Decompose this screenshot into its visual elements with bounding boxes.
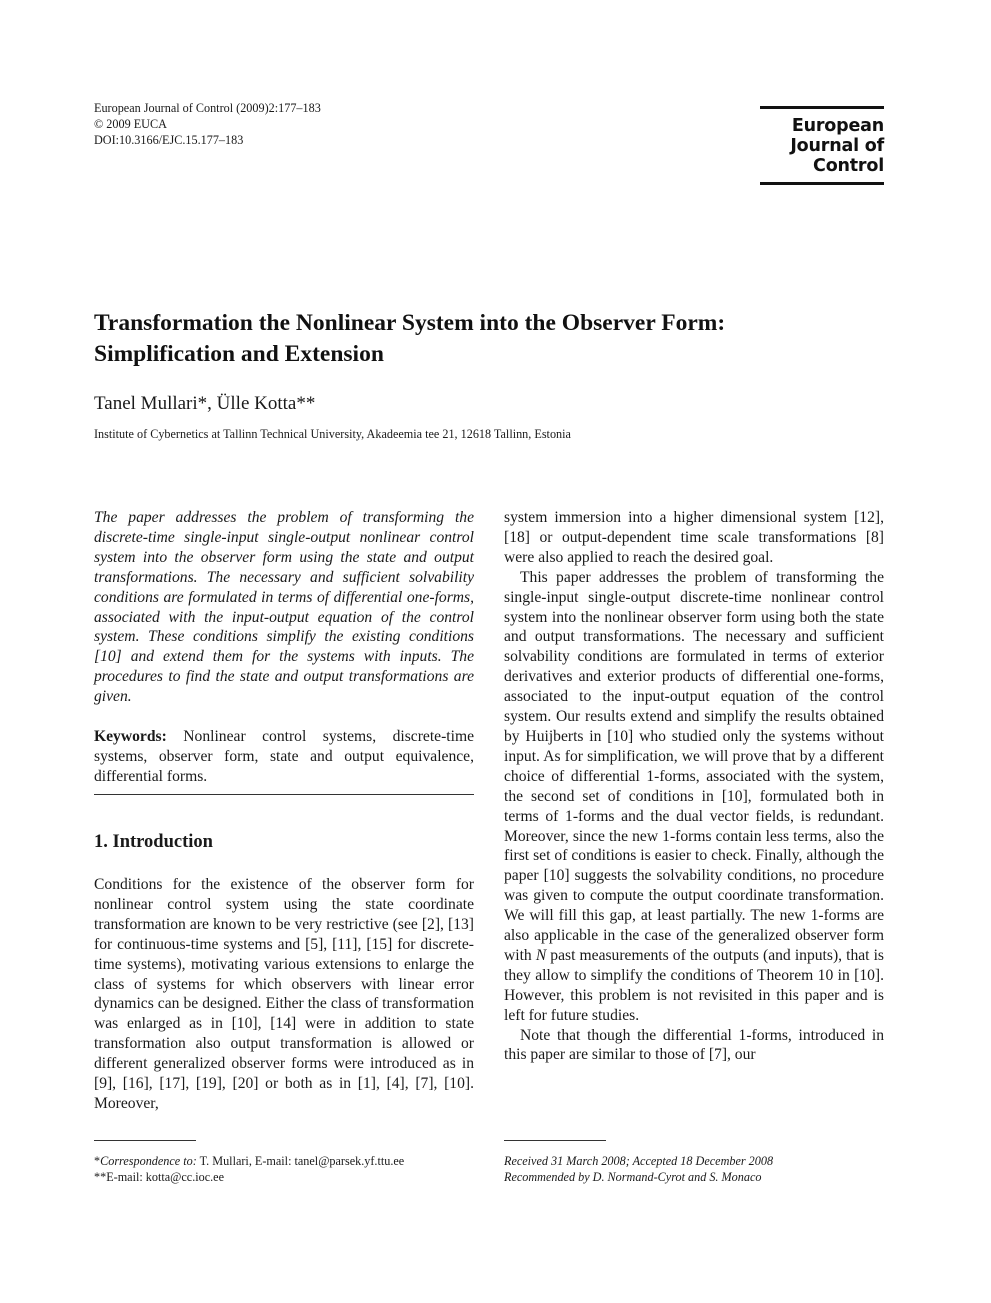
keywords-label: Keywords:: [94, 728, 167, 745]
right-column: [504, 508, 884, 1065]
logo-line-3: Control: [813, 156, 884, 176]
received-line: Received 31 March 2008; Accepted 18 December 2008: [504, 1154, 774, 1168]
abstract: The paper addresses the problem of transforming the discrete-time single-input single-output nonlinear control system into the observer form using the state and output transformations. The necessary and sufficient solvability conditions are formulated in terms of differential one-forms, associated with the input-output equation of the control system. These conditions simplify the existing conditions [10] and extend them for the systems with inputs. The procedures to find the state and output transformations are given.: [94, 509, 474, 706]
right-paragraph-1: system immersion into a higher dimensional system [12], [18] or output-dependent time scale transformations [8] were also applied to reach the desired goal.: [504, 509, 884, 566]
abstract-divider: [94, 794, 474, 795]
right-paragraph-3: Note that though the differential 1-forms, introduced in this paper are similar to those of [7], our: [504, 1026, 884, 1064]
recommended-line: Recommended by D. Normand-Cyrot and S. Monaco: [504, 1170, 762, 1184]
footnote-rule-left: [94, 1140, 196, 1141]
footnote-rule-right: [504, 1140, 606, 1141]
journal-logo: [760, 106, 884, 185]
affiliation: Institute of Cybernetics at Tallinn Technical University, Akadeemia tee 21, 12618 Tallinn, Estonia: [94, 427, 571, 441]
keywords-text: Nonlinear control systems, discrete-time systems, observer form, state and output equivalence, differential forms.: [94, 728, 474, 785]
title-line-2: Simplification and Extension: [94, 341, 384, 367]
footnotes: [94, 1153, 404, 1185]
footnote-correspondence: *Correspondence to: T. Mullari, E-mail: tanel@parsek.yf.ttu.ee: [94, 1154, 405, 1168]
n-variable: N: [535, 946, 547, 964]
footnote-correspondence-text: T. Mullari, E-mail: tanel@parsek.yf.ttu.ee: [196, 1154, 405, 1168]
footnote-correspondence-label: Correspondence to:: [100, 1154, 197, 1168]
right-paragraph-2-part-b: past measurements of the outputs (and inputs), that is they allow to simplify the conditions of Theorem 10 in [10]. However, this problem is not revisited in this paper and is left for future studies.: [504, 946, 884, 1024]
submission-info: [504, 1153, 773, 1185]
section-heading: 1. Introduction: [94, 832, 213, 852]
doi-line: DOI:10.3166/EJC.15.177–183: [94, 133, 244, 147]
authors: Tanel Mullari*, Ülle Kotta**: [94, 393, 316, 414]
right-paragraph-2-part-a: This paper addresses the problem of transforming the single-input single-output discrete-time nonlinear control system into the nonlinear observer form using both the state and output transformations. The necessary and sufficient solvability conditions are formulated in terms of exterior derivatives and exterior products of differential one-forms, associated to the input-output equation of the control system. Our results extend and simplify the results obtained by Huijberts in [10] who studied only the systems without input. As for simplification, we will prove that by a different choice of differential 1-forms, associated with the system, the second set of conditions in [10], formulated both in terms of 1-forms and the dual vector fields, is redundant. Moreover, since the new 1-forms contain less terms, also the first set of conditions is easier to check. Finally, although the paper [10] suggests the solvability conditions, no procedure was given to compute the output coordinate transformation. We will fill this gap, at least partially. The new 1-forms are also applicable in the case of the generalized observer form with: [504, 568, 884, 964]
intro-paragraph: Conditions for the existence of the observer form for nonlinear control system using the state coordinate transformation are known to be very restrictive (see [2], [13] for continuous-time systems and [5], [11], [15] for discrete-time systems), motivating various extensions to enlarge the class of systems for which observers with linear error dynamics can be designed. Either the class of transformation was enlarged as in [10], [14] were in addition to state transformation also output transformation is allowed or different generalized observer forms were introduced as in [9], [16], [17], [19], [20] or both as in [1], [4], [7], [10]. Moreover,: [94, 876, 474, 1112]
keywords: [94, 727, 474, 787]
paper-title: [94, 308, 854, 370]
footnote-email: **E-mail: kotta@cc.ioc.ee: [94, 1170, 224, 1184]
logo-line-1: European: [791, 116, 884, 136]
journal-header: [94, 100, 321, 148]
logo-line-2: Journal of: [790, 136, 884, 156]
copyright-line: © 2009 EUCA: [94, 117, 167, 131]
title-line-1: Transformation the Nonlinear System into the Observer Form:: [94, 310, 726, 336]
logo-bottom-rule: [760, 182, 884, 185]
right-paragraph-2: [504, 568, 884, 1026]
journal-citation: European Journal of Control (2009)2:177–183: [94, 101, 321, 115]
